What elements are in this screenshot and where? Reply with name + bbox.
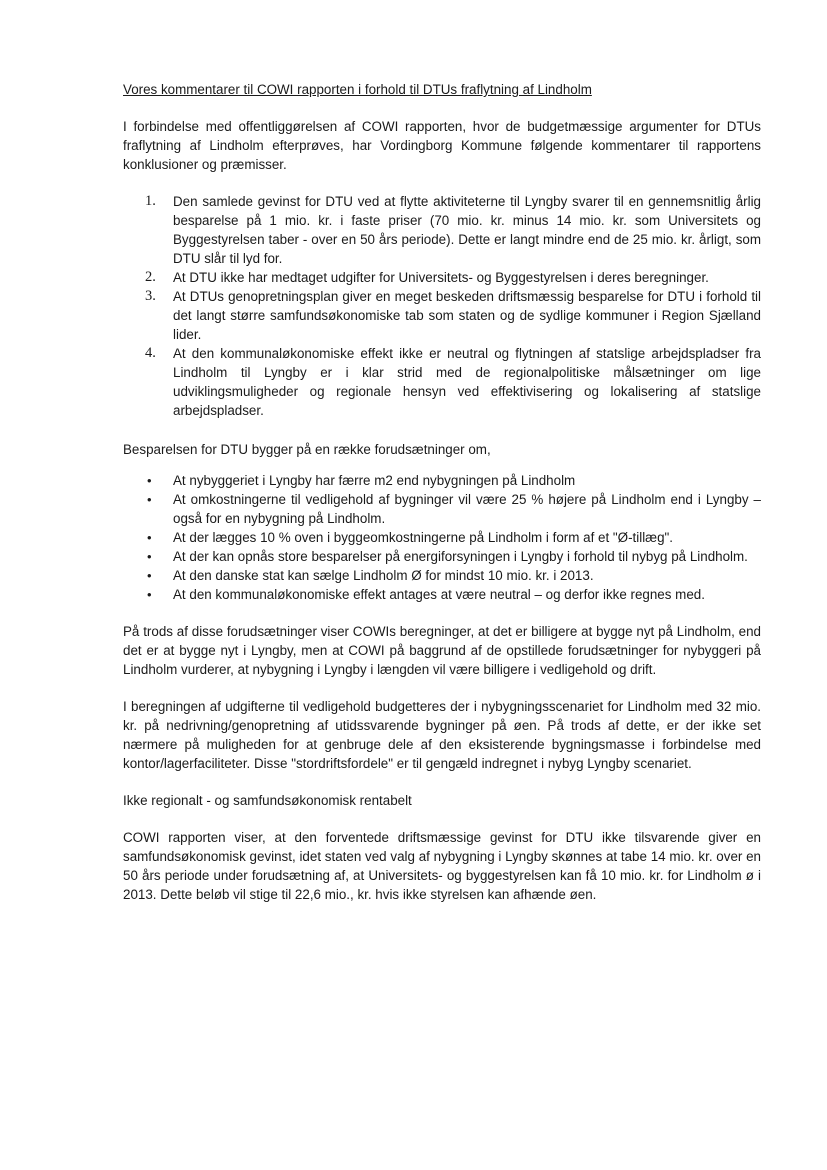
bullet-list	[123, 471, 761, 604]
paragraph-maintenance: I beregningen af udgifterne til vedligehold budgetteres der i nybygningsscenariet for Lindholm med 32 mio. kr. på nedrivning/genopretning af utidssvarende bygninger på øen. På trods af dette, er der ikke set nærmere på muligheden for at genbruge dele af den eksisterende bygningsmasse i forbindelse med kontor/lagerfaciliteter. Disse "stordriftsfordele" er til gengæld indregnet i nybyg Lyngby scenariet.	[123, 699, 761, 771]
item-text: At den kommunaløkonomiske effekt ikke er neutral og flytningen af statslige arbejdspladser fra Lindholm til Lyngby er i klar strid med de regionalpolitiske målsætninger om lige udviklingsmuligheder og regionale hensyn ved effektivisering og lokalisering af statslige arbejdspladser.	[173, 346, 761, 418]
bullet-item	[147, 566, 761, 585]
item-number: 1.	[145, 193, 156, 209]
intro-paragraph: I forbindelse med offentliggørelsen af COWI rapporten, hvor de budgetmæssige argumenter for DTUs fraflytning af Lindholm efterprøves, har Vordingborg Kommune følgende kommentarer til rapportens konklusioner og præmisser.	[123, 119, 761, 172]
bullet-icon: •	[147, 549, 152, 564]
bullet-item	[147, 471, 761, 490]
item-text: At DTU ikke har medtaget udgifter for Universitets- og Byggestyrelsen i deres beregninger.	[173, 270, 709, 285]
paragraph-socioeconomic: COWI rapporten viser, at den forventede driftsmæssige gevinst for DTU ikke tilsvarende giver en samfundsøkonomisk gevinst, idet staten ved valg af nybygning i Lyngby skønnes at tabe 14 mio. kr. over en 50 års periode under forudsætning af, at Universitets- og byggestyrelsen kan få 10 mio. kr. for Lindholm ø i 2013. Dette beløb vil stige til 22,6 mio., kr. hvis ikke styrelsen kan afhænde øen.	[123, 830, 761, 902]
bullet-text: At den kommunaløkonomiske effekt antages at være neutral – og derfor ikke regnes med.	[173, 587, 705, 602]
item-number: 3.	[145, 288, 156, 304]
paragraph-cowi-calculations: På trods af disse forudsætninger viser COWIs beregninger, at det er billigere at bygge nyt på Lindholm, end det er at bygge nyt i Lyngby, men at COWI på baggrund af de opstillede forudsætninger for nybyggeri på Lindholm vurderer, at nybygning i Lyngby i længden vil være billigere i vedligehold og drift.	[123, 624, 761, 677]
bullet-intro-paragraph: Besparelsen for DTU bygger på en række forudsætninger om,	[123, 442, 491, 457]
item-text: Den samlede gevinst for DTU ved at flytte aktiviteterne til Lyngby svarer til en gennemsnitlig årlig besparelse på 1 mio. kr. i faste priser (70 mio. kr. minus 14 mio. kr. som Universitets og Byggestyrelsen taber - over en 50 års periode). Dette er langt mindre end de 25 mio. kr. årligt, som DTU slår til lyd for.	[173, 194, 761, 266]
numbered-item	[145, 192, 761, 268]
bullet-item	[147, 585, 761, 604]
item-text: At DTUs genopretningsplan giver en meget beskeden driftsmæssig besparelse for DTU i forhold til det langt større samfundsøkonomiske tab som staten og de sydlige kommuner i Region Sjælland lider.	[173, 289, 761, 342]
bullet-icon: •	[147, 530, 152, 545]
bullet-item	[147, 528, 761, 547]
document-title: Vores kommentarer til COWI rapporten i forhold til DTUs fraflytning af Lindholm	[123, 82, 592, 97]
numbered-item	[145, 344, 761, 420]
item-number: 4.	[145, 345, 156, 361]
numbered-item	[145, 287, 761, 344]
bullet-icon: •	[147, 492, 152, 507]
bullet-text: At der lægges 10 % oven i byggeomkostningerne på Lindholm i form af et "Ø-tillæg".	[173, 530, 674, 545]
bullet-icon: •	[147, 587, 152, 602]
bullet-icon: •	[147, 568, 152, 583]
numbered-item	[145, 268, 761, 287]
bullet-item	[147, 490, 761, 528]
section-heading: Ikke regionalt - og samfundsøkonomisk rentabelt	[123, 793, 412, 808]
bullet-text: At nybyggeriet i Lyngby har færre m2 end nybygningen på Lindholm	[173, 473, 576, 488]
bullet-text: At der kan opnås store besparelser på energiforsyningen i Lyngby i forhold til nybyg på Lindholm.	[173, 549, 748, 564]
bullet-text: At omkostningerne til vedligehold af bygninger vil være 25 % højere på Lindholm end i Lyngby – også for en nybygning på Lindholm.	[173, 492, 761, 526]
bullet-text: At den danske stat kan sælge Lindholm Ø for mindst 10 mio. kr. i 2013.	[173, 568, 594, 583]
bullet-icon: •	[147, 473, 152, 488]
numbered-list	[123, 192, 761, 420]
bullet-item	[147, 547, 761, 566]
document-body	[123, 80, 761, 922]
item-number: 2.	[145, 269, 156, 285]
